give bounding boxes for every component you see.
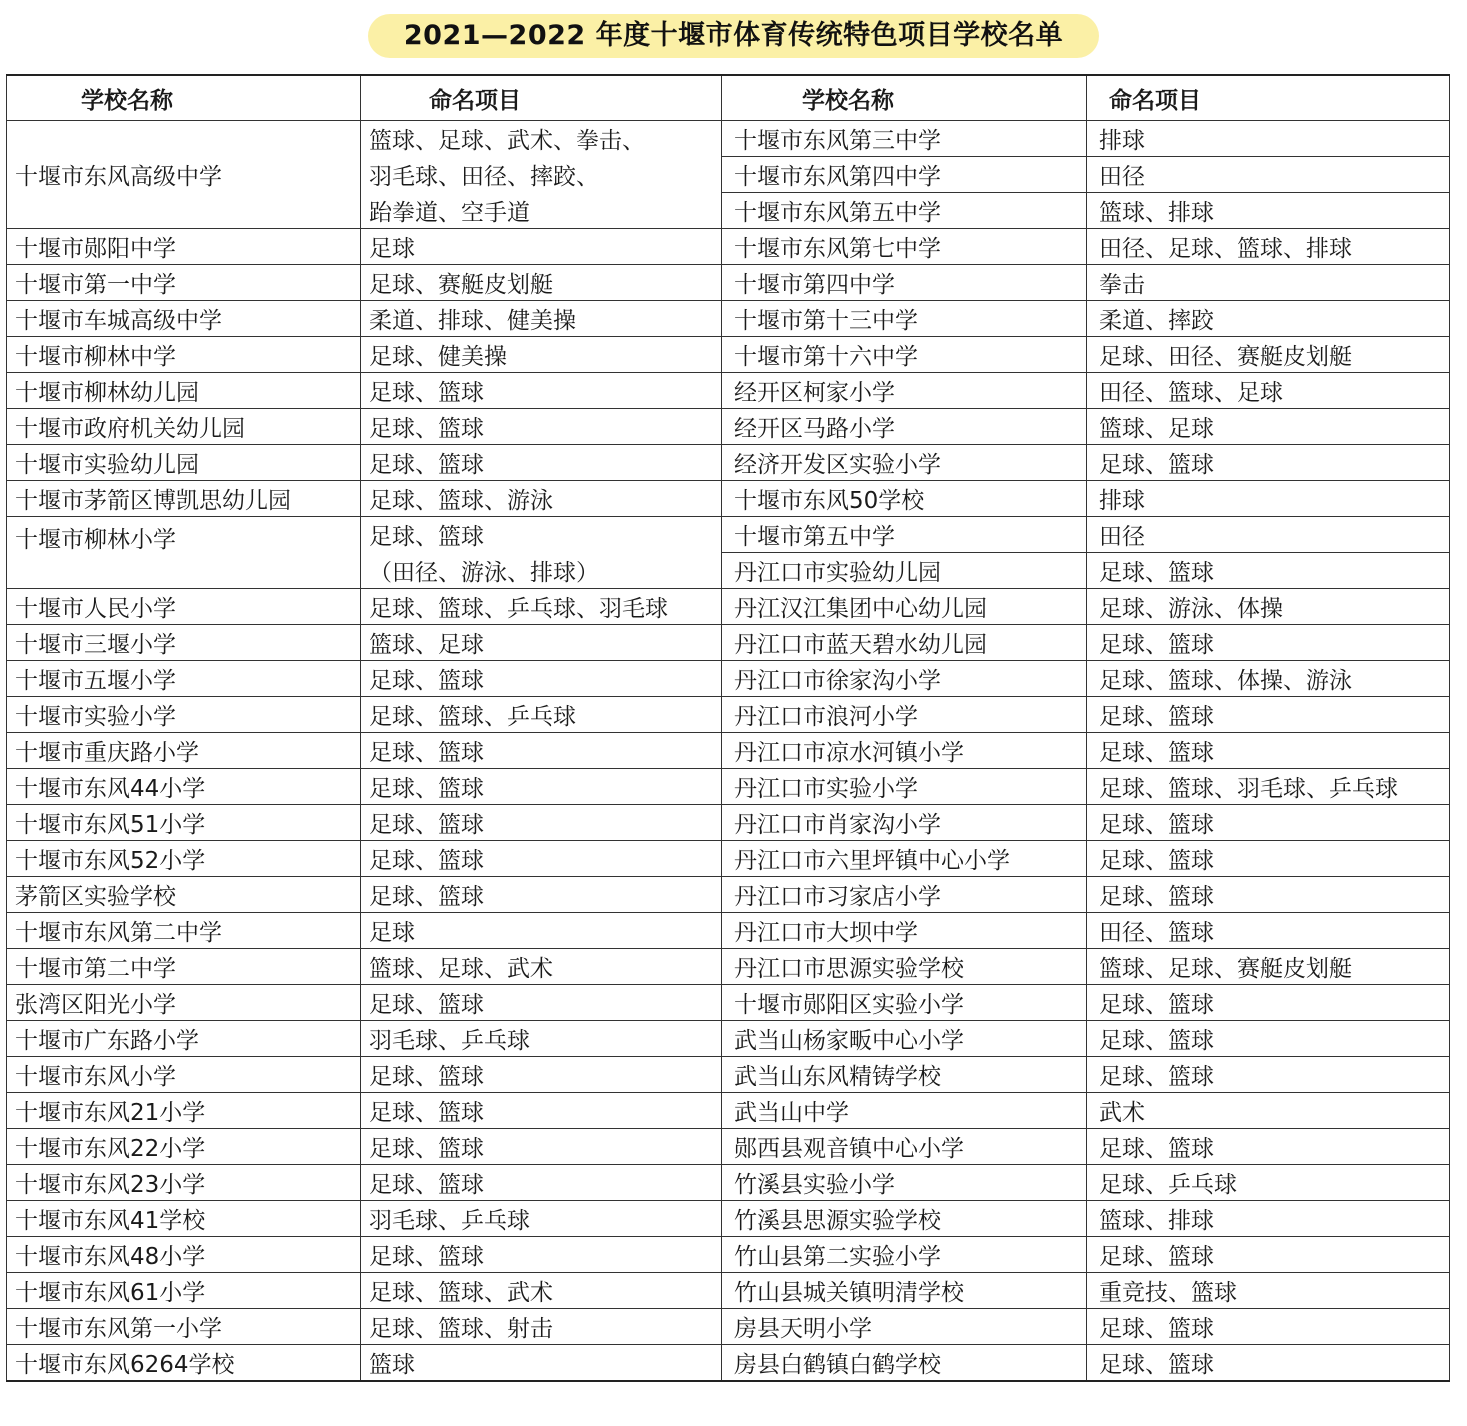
right-project: 足球、篮球 [1087, 841, 1450, 877]
right-school-name: 经济开发区实验小学 [722, 445, 1087, 481]
table-row [7, 805, 1450, 841]
right-school-name: 丹江汉江集团中心幼儿园 [722, 589, 1087, 625]
right-school-name: 丹江口市习家店小学 [722, 877, 1087, 913]
right-school-name: 十堰市第五中学 [722, 517, 1087, 553]
left-school-name: 十堰市柳林小学 [7, 517, 361, 589]
right-project: 排球 [1087, 481, 1450, 517]
right-project: 重竞技、篮球 [1087, 1273, 1450, 1309]
right-school-name: 丹江口市肖家沟小学 [722, 805, 1087, 841]
left-school-name: 十堰市广东路小学 [7, 1021, 361, 1057]
right-school-name: 郧西县观音镇中心小学 [722, 1129, 1087, 1165]
right-project: 篮球、排球 [1087, 193, 1450, 229]
left-school-name: 十堰市东风41学校 [7, 1201, 361, 1237]
left-school-name: 十堰市东风52小学 [7, 841, 361, 877]
left-school-name: 十堰市东风21小学 [7, 1093, 361, 1129]
table-row [7, 445, 1450, 481]
left-school-name: 十堰市车城高级中学 [7, 301, 361, 337]
table-row [7, 229, 1450, 265]
left-project: 足球、健美操 [361, 337, 722, 373]
title-wrap [0, 14, 1467, 58]
left-project: 足球、篮球 [361, 769, 722, 805]
left-school-name: 十堰市东风44小学 [7, 769, 361, 805]
header-project-left: 命名项目 [361, 75, 722, 121]
left-project: 足球、篮球 [361, 733, 722, 769]
left-school-name: 十堰市东风23小学 [7, 1165, 361, 1201]
table-row [7, 1057, 1450, 1093]
left-project: 足球、篮球 [361, 1237, 722, 1273]
left-school-name: 十堰市东风22小学 [7, 1129, 361, 1165]
table-row [7, 337, 1450, 373]
left-school-name: 十堰市东风61小学 [7, 1273, 361, 1309]
left-school-name: 十堰市郧阳中学 [7, 229, 361, 265]
right-project: 足球、篮球 [1087, 625, 1450, 661]
table-row [7, 769, 1450, 805]
right-school-name: 丹江口市六里坪镇中心小学 [722, 841, 1087, 877]
right-school-name: 十堰市第四中学 [722, 265, 1087, 301]
left-school-name: 茅箭区实验学校 [7, 877, 361, 913]
page-title: 2021—2022 年度十堰市体育传统特色项目学校名单 [368, 14, 1099, 58]
left-school-name: 十堰市实验小学 [7, 697, 361, 733]
left-project: 足球、赛艇皮划艇 [361, 265, 722, 301]
right-school-name: 丹江口市思源实验学校 [722, 949, 1087, 985]
right-school-name: 十堰市东风第三中学 [722, 121, 1087, 157]
right-project: 足球、篮球 [1087, 553, 1450, 589]
right-school-name: 武当山中学 [722, 1093, 1087, 1129]
header-school-name-right: 学校名称 [722, 75, 1087, 121]
right-project: 足球、篮球 [1087, 1057, 1450, 1093]
right-school-name: 房县白鹤镇白鹤学校 [722, 1345, 1087, 1382]
left-project: 足球、篮球 [361, 1129, 722, 1165]
left-school-name: 十堰市第一中学 [7, 265, 361, 301]
left-school-name: 十堰市东风小学 [7, 1057, 361, 1093]
left-project: 篮球、足球 [361, 625, 722, 661]
left-project: 足球 [361, 229, 722, 265]
right-school-name: 十堰市东风第四中学 [722, 157, 1087, 193]
right-project: 田径 [1087, 157, 1450, 193]
table-row [7, 733, 1450, 769]
table-row [7, 661, 1450, 697]
right-school-name: 十堰市东风50学校 [722, 481, 1087, 517]
left-project: 柔道、排球、健美操 [361, 301, 722, 337]
left-school-name: 十堰市柳林中学 [7, 337, 361, 373]
left-school-name: 张湾区阳光小学 [7, 985, 361, 1021]
left-school-name: 十堰市东风第一小学 [7, 1309, 361, 1345]
left-school-name: 十堰市政府机关幼儿园 [7, 409, 361, 445]
right-project: 足球、篮球、羽毛球、乒乓球 [1087, 769, 1450, 805]
left-project: 足球、篮球 [361, 661, 722, 697]
right-school-name: 经开区马路小学 [722, 409, 1087, 445]
left-project: 跆拳道、空手道 [361, 193, 722, 229]
table-row [7, 1093, 1450, 1129]
right-school-name: 十堰市第十三中学 [722, 301, 1087, 337]
left-project: 足球、篮球、武术 [361, 1273, 722, 1309]
right-project: 柔道、摔跤 [1087, 301, 1450, 337]
left-school-name: 十堰市重庆路小学 [7, 733, 361, 769]
left-project: 篮球、足球、武术、拳击、 [361, 121, 722, 157]
table-row [7, 481, 1450, 517]
table-row [7, 913, 1450, 949]
left-project: 足球、篮球、射击 [361, 1309, 722, 1345]
left-project: 足球、篮球 [361, 445, 722, 481]
left-project: 足球、篮球 [361, 985, 722, 1021]
right-project: 田径、篮球 [1087, 913, 1450, 949]
table-body [7, 121, 1450, 1382]
right-project: 篮球、排球 [1087, 1201, 1450, 1237]
left-project: 足球、篮球、乒乓球 [361, 697, 722, 733]
table-row [7, 697, 1450, 733]
right-project: 足球、篮球 [1087, 1237, 1450, 1273]
right-project: 足球、游泳、体操 [1087, 589, 1450, 625]
left-project: 足球、篮球 [361, 841, 722, 877]
left-project: 足球、篮球 [361, 409, 722, 445]
table-row [7, 301, 1450, 337]
left-project: 足球、篮球 [361, 1165, 722, 1201]
left-project: 羽毛球、乒乓球 [361, 1201, 722, 1237]
left-project: 足球、篮球 [361, 805, 722, 841]
left-project: 足球、篮球 [361, 1057, 722, 1093]
table-row [7, 625, 1450, 661]
table-row [7, 373, 1450, 409]
left-project: 羽毛球、乒乓球 [361, 1021, 722, 1057]
left-project: 篮球 [361, 1345, 722, 1382]
left-project: 足球、篮球 [361, 877, 722, 913]
left-project: 足球 [361, 913, 722, 949]
table-row [7, 1021, 1450, 1057]
left-project: 足球、篮球、游泳 [361, 481, 722, 517]
left-project: （田径、游泳、排球） [361, 553, 722, 589]
table-row [7, 1237, 1450, 1273]
table-row [7, 1309, 1450, 1345]
table-row [7, 517, 1450, 553]
table-row [7, 121, 1450, 157]
right-school-name: 十堰市东风第五中学 [722, 193, 1087, 229]
right-project: 武术 [1087, 1093, 1450, 1129]
right-project: 足球、田径、赛艇皮划艇 [1087, 337, 1450, 373]
table-row [7, 841, 1450, 877]
right-school-name: 丹江口市大坝中学 [722, 913, 1087, 949]
right-school-name: 竹溪县思源实验学校 [722, 1201, 1087, 1237]
right-project: 足球、乒乓球 [1087, 1165, 1450, 1201]
table-row [7, 265, 1450, 301]
left-project: 篮球、足球、武术 [361, 949, 722, 985]
right-school-name: 丹江口市蓝天碧水幼儿园 [722, 625, 1087, 661]
left-project: 足球、篮球 [361, 517, 722, 553]
header-project-right: 命名项目 [1087, 75, 1450, 121]
right-school-name: 丹江口市徐家沟小学 [722, 661, 1087, 697]
right-project: 篮球、足球 [1087, 409, 1450, 445]
left-project: 足球、篮球 [361, 373, 722, 409]
right-school-name: 武当山东风精铸学校 [722, 1057, 1087, 1093]
right-school-name: 房县天明小学 [722, 1309, 1087, 1345]
table-row [7, 409, 1450, 445]
right-school-name: 丹江口市实验幼儿园 [722, 553, 1087, 589]
left-school-name: 十堰市第二中学 [7, 949, 361, 985]
right-school-name: 竹山县城关镇明清学校 [722, 1273, 1087, 1309]
left-school-name: 十堰市三堰小学 [7, 625, 361, 661]
right-school-name: 竹溪县实验小学 [722, 1165, 1087, 1201]
table-row [7, 985, 1450, 1021]
right-project: 足球、篮球、体操、游泳 [1087, 661, 1450, 697]
right-school-name: 丹江口市实验小学 [722, 769, 1087, 805]
right-school-name: 丹江口市凉水河镇小学 [722, 733, 1087, 769]
right-project: 拳击 [1087, 265, 1450, 301]
right-project: 足球、篮球 [1087, 697, 1450, 733]
school-list-table [6, 74, 1450, 1382]
left-school-name: 十堰市东风6264学校 [7, 1345, 361, 1382]
right-project: 足球、篮球 [1087, 733, 1450, 769]
left-school-name: 十堰市东风48小学 [7, 1237, 361, 1273]
right-project: 足球、篮球 [1087, 1309, 1450, 1345]
right-project: 足球、篮球 [1087, 1129, 1450, 1165]
right-project: 足球、篮球 [1087, 985, 1450, 1021]
right-school-name: 竹山县第二实验小学 [722, 1237, 1087, 1273]
right-project: 足球、篮球 [1087, 805, 1450, 841]
left-school-name: 十堰市柳林幼儿园 [7, 373, 361, 409]
right-project: 田径、篮球、足球 [1087, 373, 1450, 409]
table-row [7, 1273, 1450, 1309]
left-project: 羽毛球、田径、摔跤、 [361, 157, 722, 193]
right-project: 足球、篮球 [1087, 877, 1450, 913]
left-school-name: 十堰市实验幼儿园 [7, 445, 361, 481]
right-project: 足球、篮球 [1087, 1345, 1450, 1382]
right-project: 田径 [1087, 517, 1450, 553]
table-row [7, 1165, 1450, 1201]
left-school-name: 十堰市人民小学 [7, 589, 361, 625]
left-school-name: 十堰市茅箭区博凯思幼儿园 [7, 481, 361, 517]
header-school-name-left: 学校名称 [7, 75, 361, 121]
table-row [7, 949, 1450, 985]
right-project: 排球 [1087, 121, 1450, 157]
header-row [7, 75, 1450, 121]
right-project: 足球、篮球 [1087, 445, 1450, 481]
right-school-name: 十堰市东风第七中学 [722, 229, 1087, 265]
left-school-name: 十堰市东风第二中学 [7, 913, 361, 949]
right-school-name: 十堰市第十六中学 [722, 337, 1087, 373]
left-school-name: 十堰市东风高级中学 [7, 121, 361, 229]
right-school-name: 武当山杨家畈中心小学 [722, 1021, 1087, 1057]
table-row [7, 1129, 1450, 1165]
left-school-name: 十堰市东风51小学 [7, 805, 361, 841]
right-school-name: 十堰市郧阳区实验小学 [722, 985, 1087, 1021]
right-project: 田径、足球、篮球、排球 [1087, 229, 1450, 265]
left-school-name: 十堰市五堰小学 [7, 661, 361, 697]
table-row [7, 1201, 1450, 1237]
table-row [7, 877, 1450, 913]
right-school-name: 经开区柯家小学 [722, 373, 1087, 409]
table-row [7, 1345, 1450, 1382]
left-project: 足球、篮球 [361, 1093, 722, 1129]
right-project: 篮球、足球、赛艇皮划艇 [1087, 949, 1450, 985]
right-school-name: 丹江口市浪河小学 [722, 697, 1087, 733]
right-project: 足球、篮球 [1087, 1021, 1450, 1057]
left-project: 足球、篮球、乒乓球、羽毛球 [361, 589, 722, 625]
table-row [7, 589, 1450, 625]
